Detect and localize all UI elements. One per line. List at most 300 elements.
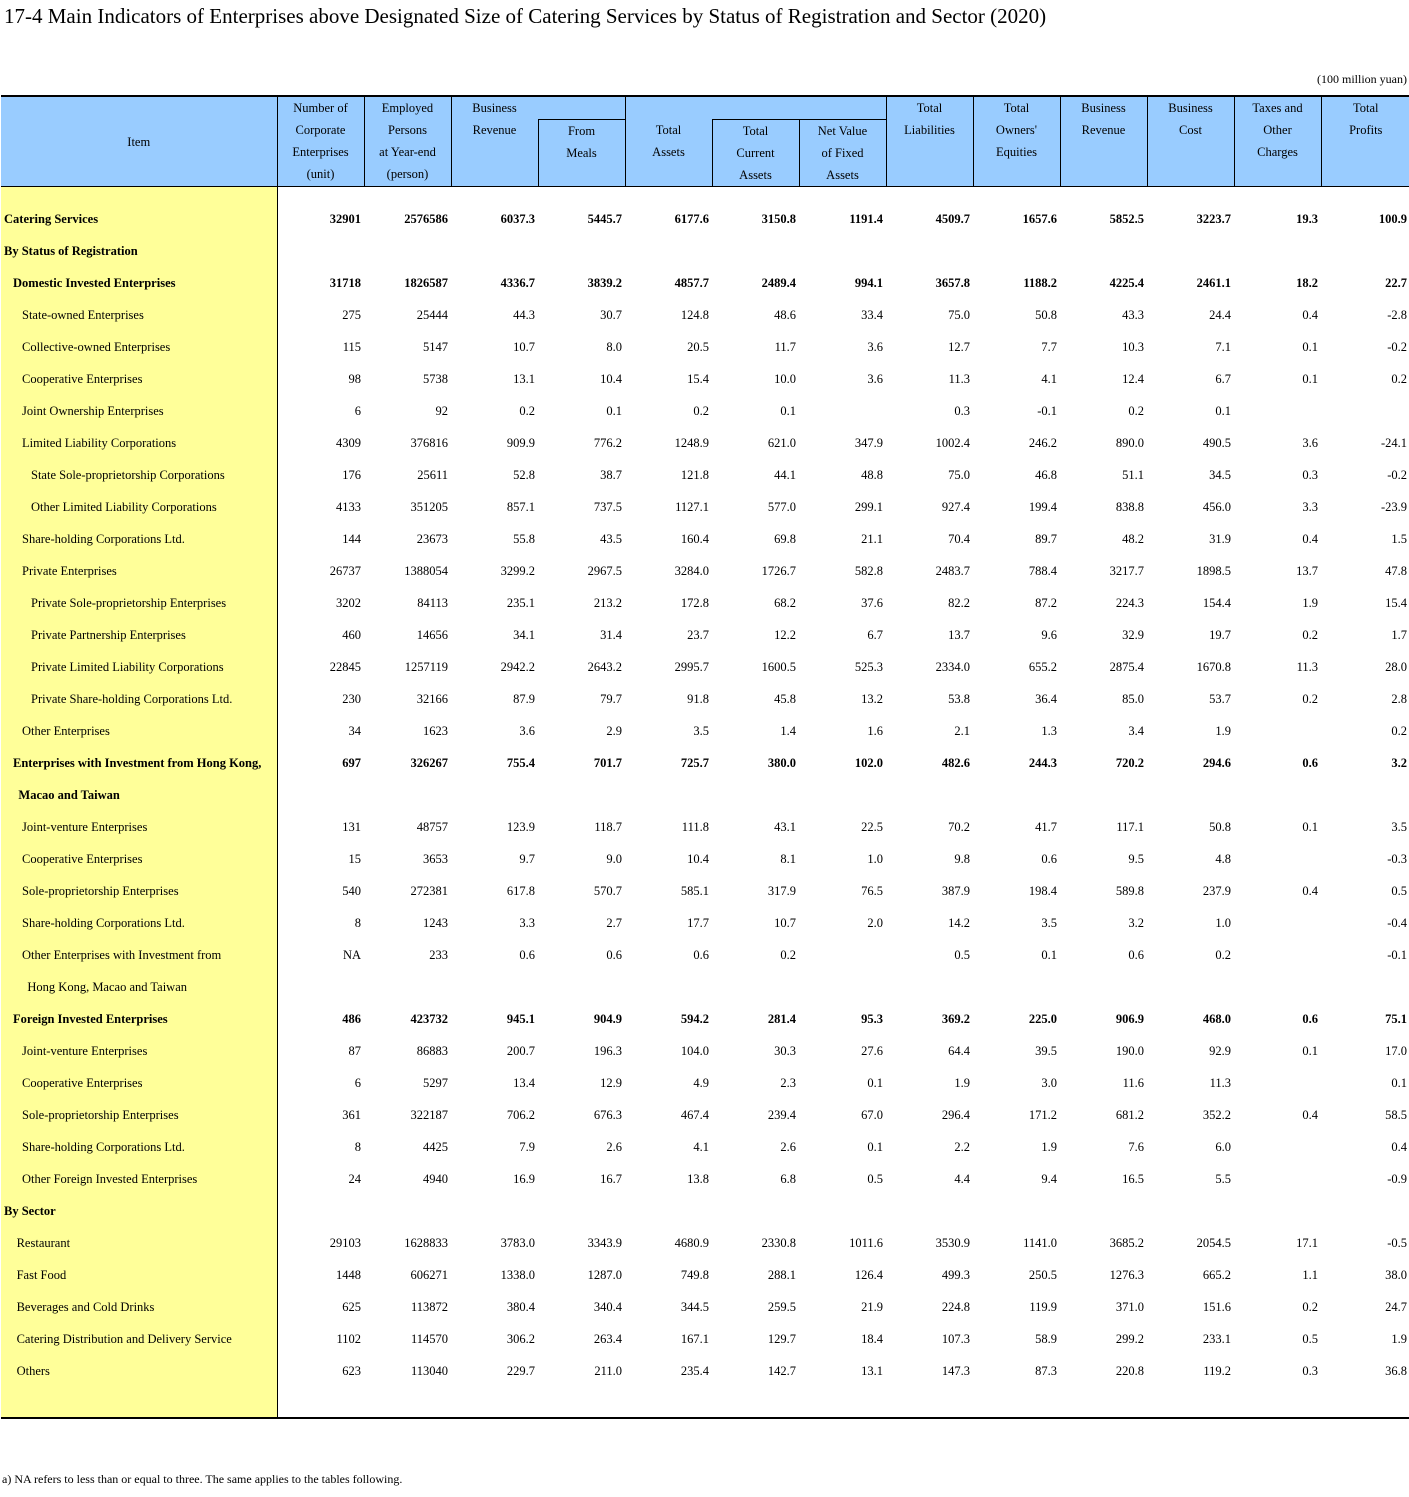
table-row [1, 203, 1409, 235]
cell-col-8: 107.3 [941, 1331, 970, 1346]
cell-col-8: 70.2 [948, 819, 970, 834]
cell-col-6: 44.1 [774, 467, 796, 482]
table-row [1, 459, 1409, 491]
cell-col-9: 41.7 [1035, 819, 1057, 834]
cell-col-13: 1.7 [1391, 627, 1407, 642]
table-row [1, 427, 1409, 459]
cell-col-12 [1234, 235, 1321, 267]
cell-col-4 [538, 779, 625, 811]
cell-col-6: 3150.8 [761, 211, 796, 226]
cell-col-11: 0.2 [1215, 947, 1231, 962]
cell-col-9: -0.1 [1037, 403, 1057, 418]
cell-col-8: 1002.4 [935, 435, 970, 450]
cell-col-2: 86883 [416, 1043, 448, 1058]
cell-col-8: 13.7 [948, 627, 970, 642]
row-label: Limited Liability Corporations [1, 427, 277, 459]
cell-col-12: 1.9 [1302, 595, 1318, 610]
cell-col-1 [277, 1195, 364, 1227]
cell-col-4: 196.3 [593, 1043, 622, 1058]
cell-col-2: 326267 [410, 755, 448, 770]
cell-col-3: 55.8 [513, 531, 535, 546]
cell-col-13: -24.1 [1380, 435, 1407, 450]
cell-col-5: 6177.6 [674, 211, 709, 226]
table-row [1, 1067, 1409, 1099]
cell-col-1: 98 [277, 363, 364, 395]
cell-col-13: 0.5 [1391, 883, 1407, 898]
cell-col-13 [1321, 235, 1409, 267]
cell-col-9: 58.9 [1035, 1331, 1057, 1346]
cell-col-7: 994.1 [854, 275, 883, 290]
row-label: Macao and Taiwan [1, 779, 277, 811]
row-label: Fast Food [1, 1259, 277, 1291]
cell-col-3 [451, 1195, 538, 1227]
cell-col-3: 235.1 [506, 595, 535, 610]
cell-col-5: 4680.9 [674, 1235, 709, 1250]
cell-col-9: 0.1 [1041, 947, 1057, 962]
cell-col-13 [1321, 971, 1409, 1003]
cell-col-3: 52.8 [513, 467, 535, 482]
cell-col-11: 31.9 [1209, 531, 1231, 546]
cell-col-8: 0.3 [954, 403, 970, 418]
cell-col-5: 167.1 [680, 1331, 709, 1346]
cell-col-9: 250.5 [1028, 1267, 1057, 1282]
cell-col-12 [1234, 1067, 1321, 1099]
cell-col-7 [799, 235, 886, 267]
cell-col-13: -0.1 [1387, 947, 1407, 962]
cell-col-12: 0.2 [1302, 691, 1318, 706]
table-row [1, 715, 1409, 747]
indicators-table [1, 95, 1409, 1419]
cell-col-4: 118.7 [594, 819, 622, 834]
cell-col-12 [1234, 843, 1321, 875]
table-row [1, 1259, 1409, 1291]
cell-col-11: 1898.5 [1196, 563, 1231, 578]
cell-col-7 [799, 971, 886, 1003]
cell-col-2: 1388054 [404, 563, 448, 578]
cell-col-12: 0.2 [1302, 627, 1318, 642]
cell-col-9: 244.3 [1028, 755, 1057, 770]
cell-col-4: 1287.0 [587, 1267, 622, 1282]
row-label: Private Partnership Enterprises [1, 619, 277, 651]
header-total-profits: Total Profits [1321, 96, 1409, 187]
cell-col-6: 129.7 [767, 1331, 796, 1346]
cell-col-9: 199.4 [1028, 499, 1057, 514]
cell-col-1: 3202 [277, 587, 364, 619]
cell-col-11: 92.9 [1209, 1043, 1231, 1058]
cell-col-13: 100.9 [1378, 211, 1407, 226]
cell-col-5: 467.4 [680, 1107, 709, 1122]
cell-col-11: 50.8 [1209, 819, 1231, 834]
cell-col-2: 1826587 [404, 275, 448, 290]
cell-col-7: 2.0 [867, 915, 883, 930]
cell-col-1: 6 [277, 395, 364, 427]
table-row [1, 747, 1409, 779]
cell-col-4: 340.4 [593, 1299, 622, 1314]
cell-col-13: -0.2 [1387, 467, 1407, 482]
cell-col-12: 3.3 [1302, 499, 1318, 514]
header-business-cost: Business Cost [1147, 96, 1234, 187]
cell-col-11: 2054.5 [1196, 1235, 1231, 1250]
cell-col-1: 623 [277, 1355, 364, 1387]
header-corporate-enterprises: Number of Corporate Enterprises (unit) [277, 96, 364, 187]
cell-col-12 [1234, 779, 1321, 811]
cell-col-4: 12.9 [600, 1075, 622, 1090]
cell-col-5: 160.4 [680, 531, 709, 546]
cell-col-3: 3.3 [519, 915, 535, 930]
table-row [1, 267, 1409, 299]
cell-col-10: 32.9 [1122, 627, 1144, 642]
cell-col-12: 0.1 [1302, 819, 1318, 834]
table-row [1, 811, 1409, 843]
cell-col-1: 460 [277, 619, 364, 651]
row-label: Enterprises with Investment from Hong Kong, [1, 747, 277, 779]
cell-col-7: 126.4 [854, 1267, 883, 1282]
cell-col-13: -0.9 [1387, 1171, 1407, 1186]
cell-col-1: 4133 [277, 491, 364, 523]
cell-col-8: 75.0 [948, 307, 970, 322]
cell-col-6: 2.6 [780, 1139, 796, 1154]
row-label: Share-holding Corporations Ltd. [1, 1131, 277, 1163]
table-row [1, 683, 1409, 715]
cell-col-11: 119.2 [1203, 1363, 1231, 1378]
table-row [1, 1355, 1409, 1387]
cell-col-11: 4.8 [1215, 851, 1231, 866]
cell-col-1: 131 [277, 811, 364, 843]
table-row [1, 619, 1409, 651]
cell-col-4: 3343.9 [587, 1235, 622, 1250]
row-label: Private Share-holding Corporations Ltd. [1, 683, 277, 715]
cell-col-10: 117.1 [1116, 819, 1144, 834]
cell-col-8: 499.3 [941, 1267, 970, 1282]
header-business-revenue-2: Business Revenue [1060, 96, 1147, 187]
cell-col-3 [451, 779, 538, 811]
cell-col-1: 26737 [277, 555, 364, 587]
cell-col-7: 1.6 [867, 723, 883, 738]
cell-col-8: 64.4 [948, 1043, 970, 1058]
cell-col-10: 3.2 [1128, 915, 1144, 930]
cell-col-11: 154.4 [1202, 595, 1231, 610]
header-blank-current [712, 96, 799, 120]
cell-col-13 [1321, 1195, 1409, 1227]
cell-col-6: 0.1 [780, 403, 796, 418]
cell-col-3: 7.9 [519, 1139, 535, 1154]
cell-col-10: 2875.4 [1109, 659, 1144, 674]
cell-col-10: 43.3 [1122, 307, 1144, 322]
header-total-liabilities: Total Liabilities [886, 96, 973, 187]
row-label: Joint-venture Enterprises [1, 1035, 277, 1067]
cell-col-3: 10.7 [513, 339, 535, 354]
cell-col-9: 9.4 [1041, 1171, 1057, 1186]
cell-col-7: 1191.4 [849, 211, 883, 226]
cell-col-9: 36.4 [1035, 691, 1057, 706]
cell-col-1: 87 [277, 1035, 364, 1067]
cell-col-3: 0.6 [519, 947, 535, 962]
cell-col-7: 13.1 [861, 1363, 883, 1378]
cell-col-11: 468.0 [1202, 1011, 1231, 1026]
cell-col-2: 1243 [423, 915, 448, 930]
cell-col-3: 16.9 [513, 1171, 535, 1186]
cell-col-9: 246.2 [1028, 435, 1057, 450]
page-title: 17-4 Main Indicators of Enterprises above Designated Size of Catering Services by Status of Registration and Sector (2020) [4, 4, 1047, 28]
cell-col-3: 0.2 [519, 403, 535, 418]
cell-col-2: 1628833 [404, 1235, 448, 1250]
cell-col-13: 22.7 [1385, 275, 1407, 290]
cell-col-7: 1011.6 [849, 1235, 883, 1250]
cell-col-2: 113872 [410, 1299, 448, 1314]
cell-col-5: 2995.7 [674, 659, 709, 674]
cell-col-12: 0.1 [1302, 1043, 1318, 1058]
cell-col-11 [1147, 235, 1234, 267]
table-row [1, 363, 1409, 395]
row-label: Other Limited Liability Corporations [1, 491, 277, 523]
cell-col-7: 3.6 [867, 371, 883, 386]
table-row [1, 1003, 1409, 1035]
spacer-row [1, 187, 1409, 204]
header-item: Item [1, 96, 277, 187]
cell-col-13: -0.5 [1387, 1235, 1407, 1250]
cell-col-8: 53.8 [948, 691, 970, 706]
cell-col-7: 22.5 [861, 819, 883, 834]
cell-col-8: 11.3 [948, 371, 970, 386]
cell-col-2 [364, 779, 451, 811]
cell-col-9: 0.6 [1041, 851, 1057, 866]
cell-col-7: 3.6 [867, 339, 883, 354]
cell-col-10 [1060, 779, 1147, 811]
cell-col-5: 13.8 [687, 1171, 709, 1186]
cell-col-11: 11.3 [1209, 1075, 1231, 1090]
cell-col-5: 594.2 [680, 1011, 709, 1026]
row-label: Cooperative Enterprises [1, 363, 277, 395]
cell-col-11: 352.2 [1202, 1107, 1231, 1122]
cell-col-7: 102.0 [854, 755, 883, 770]
cell-col-12: 17.1 [1296, 1235, 1318, 1250]
cell-col-8: 9.8 [954, 851, 970, 866]
cell-col-10: 3217.7 [1109, 563, 1144, 578]
cell-col-8: 147.3 [941, 1363, 970, 1378]
cell-col-7: 0.1 [867, 1139, 883, 1154]
cell-col-6: 2330.8 [761, 1235, 796, 1250]
cell-col-3: 3299.2 [500, 563, 535, 578]
cell-col-6: 11.7 [774, 339, 796, 354]
cell-col-5 [625, 1195, 712, 1227]
cell-col-4 [538, 235, 625, 267]
cell-col-5: 3.5 [693, 723, 709, 738]
cell-col-11: 294.6 [1202, 755, 1231, 770]
cell-col-10: 0.2 [1128, 403, 1144, 418]
cell-col-9: 9.6 [1041, 627, 1057, 642]
header-total-current-assets: Total Current Assets [712, 120, 799, 187]
cell-col-7: 18.4 [861, 1331, 883, 1346]
cell-col-11 [1147, 1195, 1234, 1227]
cell-col-9: 3.5 [1041, 915, 1057, 930]
header-employed-persons: Employed Persons at Year-end (person) [364, 96, 451, 187]
table-row [1, 843, 1409, 875]
header-total-assets: Total Assets [625, 96, 712, 187]
cell-col-6: 380.0 [767, 755, 796, 770]
cell-col-2: 376816 [410, 435, 448, 450]
cell-col-10: 371.0 [1115, 1299, 1144, 1314]
cell-col-5: 124.8 [680, 307, 709, 322]
cell-col-2: 423732 [410, 1011, 448, 1026]
row-label: Other Enterprises with Investment from [1, 939, 277, 971]
cell-col-8: 387.9 [941, 883, 970, 898]
row-label: By Sector [1, 1195, 277, 1227]
cell-col-13: 47.8 [1385, 563, 1407, 578]
table-row [1, 587, 1409, 619]
cell-col-12: 0.3 [1302, 1363, 1318, 1378]
cell-col-13: 3.5 [1391, 819, 1407, 834]
cell-col-2: 233 [429, 947, 448, 962]
cell-col-6: 239.4 [767, 1107, 796, 1122]
cell-col-9: 50.8 [1035, 307, 1057, 322]
cell-col-12: 0.6 [1302, 755, 1318, 770]
cell-col-3: 755.4 [506, 755, 535, 770]
cell-col-5: 172.8 [680, 595, 709, 610]
header-blank-fixed [799, 96, 886, 120]
table-body [1, 187, 1409, 1419]
cell-col-13: 0.2 [1391, 371, 1407, 386]
row-label: Sole-proprietorship Enterprises [1, 1099, 277, 1131]
cell-col-11: 2461.1 [1196, 275, 1231, 290]
row-label: Sole-proprietorship Enterprises [1, 875, 277, 907]
cell-col-8: 482.6 [941, 755, 970, 770]
cell-col-12: 1.1 [1302, 1267, 1318, 1282]
cell-col-11: 0.1 [1215, 403, 1231, 418]
cell-col-3: 306.2 [506, 1331, 535, 1346]
cell-col-9: 655.2 [1028, 659, 1057, 674]
cell-col-2: 25444 [416, 307, 448, 322]
cell-col-9: 1657.6 [1022, 211, 1057, 226]
cell-col-2: 4425 [423, 1139, 448, 1154]
cell-col-4: 10.4 [600, 371, 622, 386]
cell-col-6 [712, 779, 799, 811]
cell-col-3: 34.1 [513, 627, 535, 642]
cell-col-8: 2.2 [954, 1139, 970, 1154]
cell-col-2: 113040 [410, 1363, 448, 1378]
cell-col-6: 10.7 [774, 915, 796, 930]
cell-col-13: -0.4 [1387, 915, 1407, 930]
header-owners-equities: Total Owners' Equities [973, 96, 1060, 187]
cell-col-7: 76.5 [861, 883, 883, 898]
cell-col-6 [712, 235, 799, 267]
cell-col-5: 3284.0 [674, 563, 709, 578]
cell-col-1: 31718 [277, 267, 364, 299]
table-row [1, 939, 1409, 971]
cell-col-3: 2942.2 [500, 659, 535, 674]
cell-col-7 [799, 779, 886, 811]
cell-col-1: 8 [277, 907, 364, 939]
cell-col-9 [973, 1195, 1060, 1227]
cell-col-2: 2576586 [404, 211, 448, 226]
cell-col-6: 2489.4 [761, 275, 796, 290]
cell-col-12: 0.1 [1302, 339, 1318, 354]
cell-col-7: 6.7 [867, 627, 883, 642]
cell-col-2: 5738 [423, 371, 448, 386]
cell-col-13: 0.1 [1391, 1075, 1407, 1090]
row-label: Private Sole-proprietorship Enterprises [1, 587, 277, 619]
cell-col-4: 213.2 [593, 595, 622, 610]
cell-col-10: 1276.3 [1109, 1267, 1144, 1282]
cell-col-9: 3.0 [1041, 1075, 1057, 1090]
table-row [1, 1323, 1409, 1355]
cell-col-8: 3657.8 [935, 275, 970, 290]
row-label: Other Foreign Invested Enterprises [1, 1163, 277, 1195]
cell-col-7: 27.6 [861, 1043, 883, 1058]
cell-col-9: 1141.0 [1023, 1235, 1057, 1250]
cell-col-6: 6.8 [780, 1171, 796, 1186]
cell-col-1: 15 [277, 843, 364, 875]
cell-col-8: 4.4 [954, 1171, 970, 1186]
cell-col-10: 51.1 [1122, 467, 1144, 482]
cell-col-3: 945.1 [506, 1011, 535, 1026]
cell-col-9 [973, 779, 1060, 811]
cell-col-10: 9.5 [1128, 851, 1144, 866]
cell-col-7: 95.3 [861, 1011, 883, 1026]
cell-col-4: 737.5 [593, 499, 622, 514]
cell-col-10: 220.8 [1115, 1363, 1144, 1378]
cell-col-7: 1.0 [867, 851, 883, 866]
cell-col-3 [451, 971, 538, 1003]
table-row [1, 651, 1409, 683]
cell-col-8: 75.0 [948, 467, 970, 482]
table-row [1, 1291, 1409, 1323]
cell-col-6: 43.1 [774, 819, 796, 834]
cell-col-7: 347.9 [854, 435, 883, 450]
cell-col-6: 48.6 [774, 307, 796, 322]
cell-col-3: 1338.0 [500, 1267, 535, 1282]
cell-col-13: 0.2 [1391, 723, 1407, 738]
row-label: Other Enterprises [1, 715, 277, 747]
cell-col-12: 0.5 [1302, 1331, 1318, 1346]
table-row [1, 1035, 1409, 1067]
row-label: Restaurant [1, 1227, 277, 1259]
table-header [1, 96, 1409, 187]
cell-col-1: 29103 [277, 1227, 364, 1259]
cell-col-5: 91.8 [687, 691, 709, 706]
cell-col-7: 299.1 [854, 499, 883, 514]
cell-col-8: 369.2 [941, 1011, 970, 1026]
cell-col-1: 34 [277, 715, 364, 747]
cell-col-5: 10.4 [687, 851, 709, 866]
cell-col-7 [799, 939, 886, 971]
cell-col-2: 114570 [410, 1331, 448, 1346]
cell-col-2 [364, 235, 451, 267]
table-row [1, 555, 1409, 587]
cell-col-6: 30.3 [774, 1043, 796, 1058]
cell-col-9: 39.5 [1035, 1043, 1057, 1058]
cell-col-12: 0.4 [1302, 531, 1318, 546]
cell-col-1: 4309 [277, 427, 364, 459]
cell-col-12 [1234, 907, 1321, 939]
cell-col-2: 48757 [416, 819, 448, 834]
cell-col-2: 5297 [423, 1075, 448, 1090]
cell-col-10: 681.2 [1115, 1107, 1144, 1122]
cell-col-4: 5445.7 [587, 211, 622, 226]
cell-col-9: 1.9 [1041, 1139, 1057, 1154]
cell-col-8: 1.9 [954, 1075, 970, 1090]
cell-col-9: 1.3 [1041, 723, 1057, 738]
cell-col-7: 582.8 [854, 563, 883, 578]
cell-col-12: 0.4 [1302, 1107, 1318, 1122]
cell-col-8: 14.2 [948, 915, 970, 930]
cell-col-6 [712, 1195, 799, 1227]
cell-col-2: 5147 [423, 339, 448, 354]
header-business-revenue: Business Revenue [451, 96, 538, 187]
cell-col-4: 701.7 [593, 755, 622, 770]
cell-col-10: 7.6 [1128, 1139, 1144, 1154]
table-row [1, 875, 1409, 907]
cell-col-9: 7.7 [1041, 339, 1057, 354]
